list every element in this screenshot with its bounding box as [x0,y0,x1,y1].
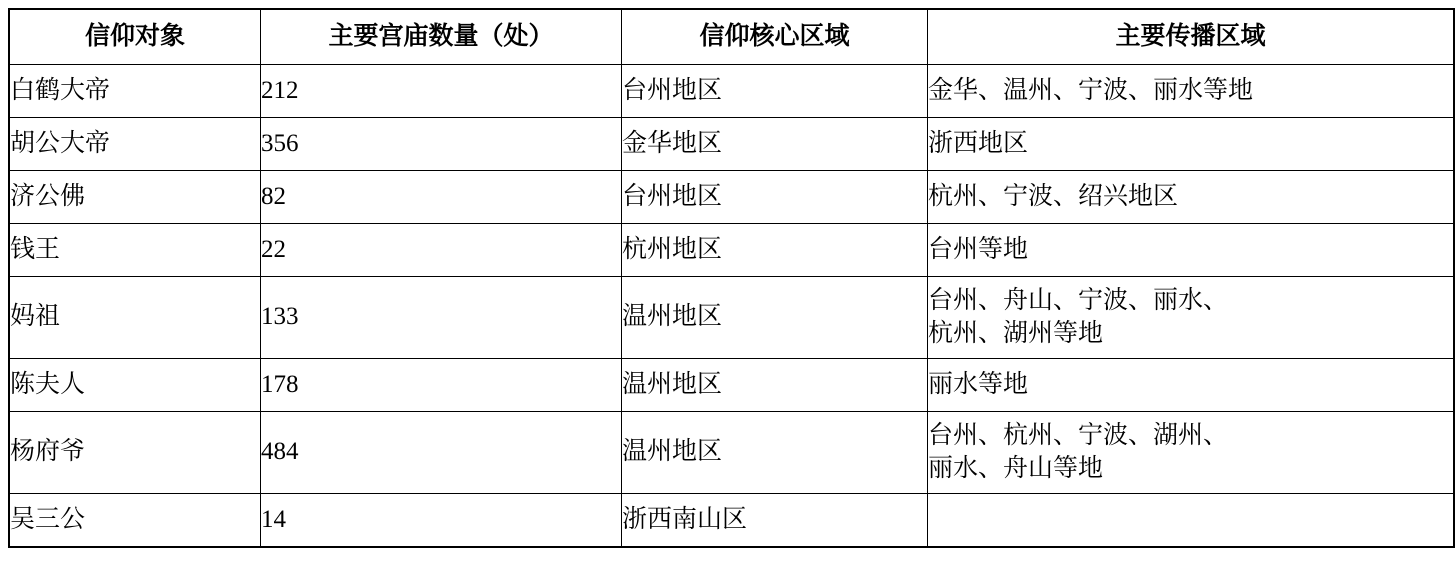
cell-temple-count: 82 [261,171,622,224]
table-row [9,277,1454,359]
column-header-spread-area: 主要传播区域 [928,9,1455,65]
cell-belief-object: 济公佛 [9,171,261,224]
cell-core-area: 温州地区 [622,359,928,412]
cell-spread-area [928,118,1455,171]
cell-temple-count: 484 [261,412,622,494]
column-header-core-area: 信仰核心区域 [622,9,928,65]
cell-core-area: 金华地区 [622,118,928,171]
cell-core-area: 台州地区 [622,171,928,224]
cell-temple-count: 178 [261,359,622,412]
cell-core-area: 杭州地区 [622,224,928,277]
spread-line: 浙西地区 [928,129,1029,157]
cell-core-area: 温州地区 [622,412,928,494]
cell-belief-object: 妈祖 [9,277,261,359]
cell-spread-area [928,412,1455,494]
spread-line: 台州、舟山、宁波、丽水、 [928,287,1229,314]
spread-line: 丽水等地 [928,370,1029,398]
cell-spread-area [928,494,1455,548]
spread-line: 台州等地 [928,235,1029,263]
cell-core-area: 温州地区 [622,277,928,359]
spread-line: 丽水、舟山等地 [928,454,1104,482]
spread-line: 台州、杭州、宁波、湖州、 [928,422,1229,449]
column-header-belief-object: 信仰对象 [9,9,261,65]
spread-line: 杭州、宁波、绍兴地区 [928,182,1179,210]
cell-spread-area [928,277,1455,359]
belief-distribution-table [8,8,1455,548]
table-header [9,9,1454,65]
cell-belief-object: 吴三公 [9,494,261,548]
cell-temple-count: 133 [261,277,622,359]
cell-belief-object: 陈夫人 [9,359,261,412]
cell-spread-area [928,224,1455,277]
cell-belief-object: 白鹤大帝 [9,65,261,118]
cell-belief-object: 钱王 [9,224,261,277]
cell-belief-object: 胡公大帝 [9,118,261,171]
cell-core-area: 浙西南山区 [622,494,928,548]
table-row [9,412,1454,494]
cell-core-area: 台州地区 [622,65,928,118]
column-header-temple-count: 主要宫庙数量（处） [261,9,622,65]
table-body [9,65,1454,548]
table-row [9,224,1454,277]
cell-temple-count: 356 [261,118,622,171]
cell-temple-count: 212 [261,65,622,118]
cell-spread-area [928,171,1455,224]
cell-temple-count: 22 [261,224,622,277]
table-row [9,171,1454,224]
spread-line: 杭州、湖州等地 [928,319,1104,347]
table-row [9,65,1454,118]
table-row [9,359,1454,412]
table-row [9,118,1454,171]
table-row [9,494,1454,548]
cell-spread-area [928,65,1455,118]
cell-belief-object: 杨府爷 [9,412,261,494]
header-row [9,9,1454,65]
spread-line: 金华、温州、宁波、丽水等地 [928,76,1254,104]
cell-temple-count: 14 [261,494,622,548]
cell-spread-area [928,359,1455,412]
